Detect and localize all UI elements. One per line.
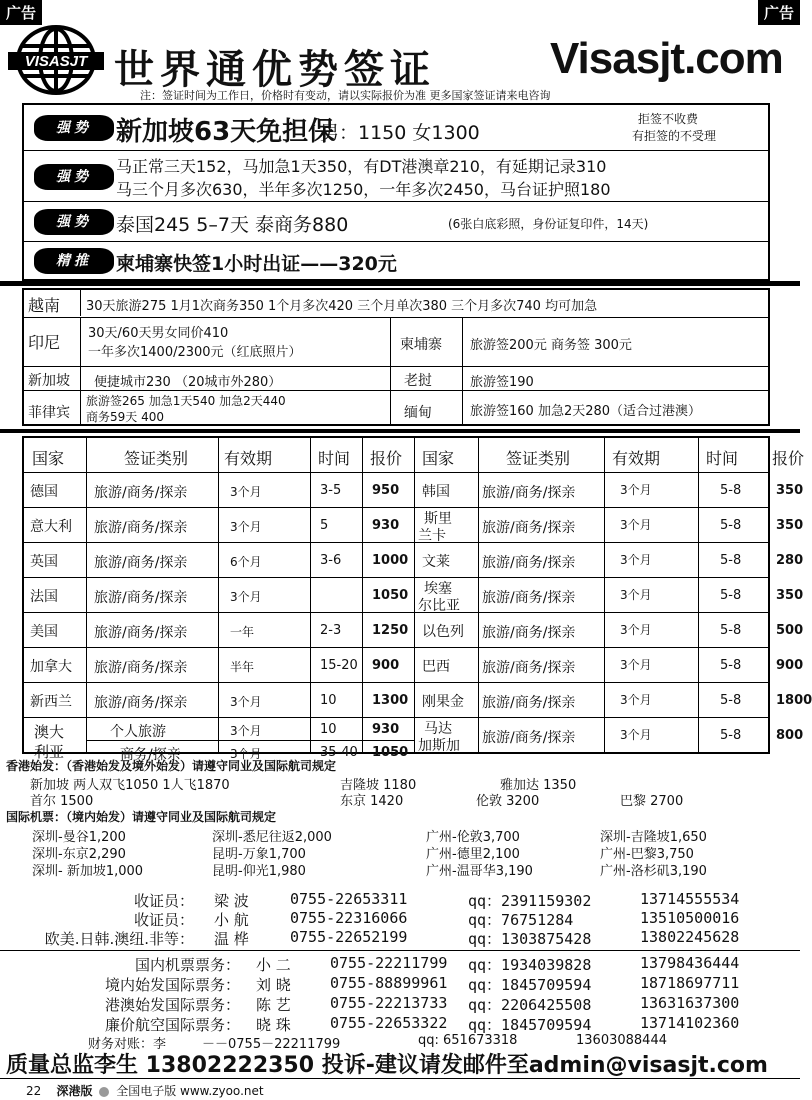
intl-flight-item: 昆明-仰光1,980 xyxy=(212,864,306,879)
country: 加拿大 xyxy=(30,659,72,675)
grid-line xyxy=(462,366,463,390)
price: 900 xyxy=(776,658,804,673)
grid-line xyxy=(0,950,800,951)
promo-main: 泰国245 5–7天 泰商务880 xyxy=(116,214,349,236)
country: 兰卡 xyxy=(418,528,446,544)
contact-phone: 0755-22653311 xyxy=(290,890,408,908)
processing-time: 5-8 xyxy=(720,588,742,603)
contact-role: 港澳始发国际票务： xyxy=(104,996,240,1014)
contact-qq: qq：1303875428 xyxy=(468,930,592,948)
table-row xyxy=(24,647,414,682)
philippines-line2: 商务59天 400 xyxy=(86,410,164,424)
contact-row xyxy=(0,928,800,948)
country: 意大利 xyxy=(30,519,72,535)
vietnam-label: 越南 xyxy=(28,296,61,315)
contact-role: 欧美.日韩.澳纽.非等： xyxy=(44,930,194,948)
cambodia-label: 柬埔寨 xyxy=(400,337,442,353)
price: 350 xyxy=(776,483,804,498)
visa-type: 旅游/商务/探亲 xyxy=(482,485,576,501)
visa-type: 旅游/商务/探亲 xyxy=(94,625,188,641)
promo-extra: 男：1150 女1300 xyxy=(320,122,480,144)
contact-phone: 0755-22316066 xyxy=(290,909,408,927)
grid-line xyxy=(24,366,768,367)
table-row xyxy=(414,577,804,614)
price: 350 xyxy=(776,588,804,603)
contact-role: 廉价航空国际票务： xyxy=(104,1016,240,1034)
visa-price-table xyxy=(22,436,812,763)
promo-row-singapore xyxy=(24,105,768,151)
processing-time: 5-8 xyxy=(720,518,742,533)
country: 以色列 xyxy=(422,624,464,640)
table-row xyxy=(414,507,804,544)
grid-line xyxy=(390,366,391,390)
country: 刚果金 xyxy=(422,694,464,710)
grid-line xyxy=(390,317,391,366)
processing-time: 15-20 xyxy=(320,658,358,673)
finance-qq: qq: 651673318 xyxy=(418,1033,518,1048)
vietnam-text: 30天旅游275 1月1次商务350 1个月多次420 三个月单次380 三个月多次740 均可加急 xyxy=(86,299,598,314)
indonesia-label: 印尼 xyxy=(28,333,61,352)
processing-time: 5-8 xyxy=(720,658,742,673)
finance-phone: －－0755－22211799 xyxy=(202,1037,341,1052)
validity: 半年 xyxy=(230,660,255,674)
table-header-0: 国家 xyxy=(32,449,65,468)
validity: 3个月 xyxy=(230,695,262,709)
contact-phone: 0755-88899961 xyxy=(330,974,448,992)
table-header-right-3: 时间 xyxy=(706,449,739,468)
hk-flights-title: 香港始发：（香港始发及境外始发）请遵守同业及国际航司规定 xyxy=(6,759,337,773)
singapore-text: 便捷城市230 （20城市外280） xyxy=(94,375,282,390)
visa-type: 旅游/商务/探亲 xyxy=(482,660,576,676)
table-row xyxy=(24,507,414,542)
contact-mobile: 13714555534 xyxy=(640,890,740,908)
price: 1300 xyxy=(372,693,409,708)
visa-type: 旅游/商务/探亲 xyxy=(94,555,188,571)
promo-line1: 马正常三天152，马加急1天350，有DT港澳章210，有延期记录310 xyxy=(116,157,607,176)
laos-label: 老挝 xyxy=(404,373,432,389)
globe-logo-icon xyxy=(8,22,104,98)
philippines-label: 菲律宾 xyxy=(28,405,70,421)
table-row xyxy=(24,612,414,647)
promo-main: 柬埔寨快签1小时出证——320元 xyxy=(116,253,397,275)
contact-row xyxy=(0,1014,800,1034)
visa-type: 旅游/商务/探亲 xyxy=(94,660,188,676)
validity: 3个月 xyxy=(230,724,262,738)
processing-time: 10 xyxy=(320,722,337,737)
promo-box xyxy=(22,103,770,281)
country-australia-2: 利亚 xyxy=(34,743,65,761)
table-row xyxy=(414,472,804,507)
country: 新西兰 xyxy=(30,694,72,710)
country: 巴西 xyxy=(422,659,450,675)
intl-flight-item: 广州-温哥华3,190 xyxy=(426,864,533,879)
myanmar-text: 旅游签160 加急2天280（适合过港澳） xyxy=(470,404,702,419)
visa-type: 旅游/商务/探亲 xyxy=(482,730,576,746)
processing-time: 2-3 xyxy=(320,623,342,638)
grid-line xyxy=(86,740,414,741)
contact-mobile: 13631637300 xyxy=(640,994,740,1012)
intl-flight-item: 广州-洛杉矶3,190 xyxy=(600,864,707,879)
price: 900 xyxy=(372,658,400,673)
price: 1050 xyxy=(372,745,409,760)
price: 1000 xyxy=(372,553,409,568)
validity: 一年 xyxy=(230,625,255,639)
promo-small1: 拒签不收费 xyxy=(638,112,699,126)
table-row xyxy=(24,542,414,577)
price: 1800 xyxy=(776,693,812,708)
finance-role: 财务对账：李 xyxy=(88,1037,167,1052)
page-footer xyxy=(26,1082,264,1099)
validity: 3个月 xyxy=(230,747,262,761)
intl-flights-title: 国际机票：（境内始发）请遵守同业及国际航司规定 xyxy=(6,810,277,824)
table-row xyxy=(24,682,414,717)
visa-type: 旅游/商务/探亲 xyxy=(482,555,576,571)
grid-line xyxy=(462,317,463,366)
country: 美国 xyxy=(30,624,58,640)
edition-icon xyxy=(99,1087,109,1097)
contact-phone: 0755-22211799 xyxy=(330,954,448,972)
contact-name: 小 航 xyxy=(214,911,249,929)
contact-role: 境内始发国际票务： xyxy=(104,976,240,994)
promo-small: (6张白底彩照，身份证复印件，14天) xyxy=(448,217,649,231)
contact-qq: qq：1934039828 xyxy=(468,956,592,974)
validity: 3个月 xyxy=(620,693,652,707)
table-header-2: 有效期 xyxy=(224,449,273,468)
validity: 3个月 xyxy=(620,623,652,637)
promo-line2: 马三个月多次630，半年多次1250，一年多次2450，马台证护照180 xyxy=(116,180,611,199)
promo-badge: 精推 xyxy=(34,248,114,274)
contact-row xyxy=(0,890,800,910)
intl-flight-item: 深圳-东京2,290 xyxy=(32,847,126,862)
visa-type: 旅游/商务/探亲 xyxy=(482,590,576,606)
contact-role: 收证员： xyxy=(133,911,194,929)
price: 800 xyxy=(776,728,804,743)
philippines-line1: 旅游签265 加急1天540 加急2天440 xyxy=(86,394,286,408)
visa-type: 旅游/商务/探亲 xyxy=(94,590,188,606)
divider xyxy=(0,1078,800,1079)
myanmar-label: 缅甸 xyxy=(404,405,432,421)
table-header-right-1: 签证类别 xyxy=(506,449,571,468)
validity: 3个月 xyxy=(620,483,652,497)
contact-row xyxy=(0,974,800,994)
country: 文莱 xyxy=(422,554,450,570)
contact-mobile: 13798436444 xyxy=(640,954,740,972)
visa-type: 旅游/商务/探亲 xyxy=(482,695,576,711)
contact-row xyxy=(0,994,800,1014)
processing-time: 3-6 xyxy=(320,553,342,568)
visa-type: 旅游/商务/探亲 xyxy=(482,625,576,641)
country: 埃塞 xyxy=(424,581,452,597)
contact-mobile: 13714102360 xyxy=(640,1014,740,1032)
hk-flight-kl: 吉隆坡 1180 xyxy=(340,778,417,793)
visa-type: 旅游/商务/探亲 xyxy=(94,520,188,536)
contact-row xyxy=(0,909,800,929)
processing-time: 5-8 xyxy=(720,483,742,498)
divider xyxy=(0,429,800,433)
promo-main: 新加坡63天免担保 xyxy=(116,117,335,147)
finance-row xyxy=(0,1033,800,1052)
table-header-right-0: 国家 xyxy=(422,449,455,468)
contact-name: 小 二 xyxy=(256,956,291,974)
footer-site: 全国电子版 www.zyoo.net xyxy=(116,1084,264,1098)
grid-line xyxy=(80,290,81,316)
price: 930 xyxy=(372,722,400,737)
validity: 3个月 xyxy=(230,590,262,604)
contact-mobile: 13802245628 xyxy=(640,928,740,946)
price: 930 xyxy=(372,518,400,533)
processing-time: 5-8 xyxy=(720,553,742,568)
hk-flight-seoul: 首尔 1500 xyxy=(30,794,94,809)
country: 斯里 xyxy=(424,511,452,527)
visa-type: 旅游/商务/探亲 xyxy=(94,695,188,711)
validity: 3个月 xyxy=(620,553,652,567)
contact-mobile: 13510500016 xyxy=(640,909,740,927)
hk-flight-tokyo: 东京 1420 xyxy=(340,794,404,809)
cambodia-text: 旅游签200元 商务签 300元 xyxy=(470,338,632,353)
hk-flight-jakarta: 雅加达 1350 xyxy=(500,778,577,793)
price: 280 xyxy=(776,553,804,568)
promo-badge: 强势 xyxy=(34,115,114,141)
grid-line xyxy=(24,717,414,718)
contact-phone: 0755-22213733 xyxy=(330,994,448,1012)
processing-time: 5 xyxy=(320,518,329,533)
grid-line xyxy=(462,390,463,424)
table-row xyxy=(24,472,414,507)
contact-name: 梁 波 xyxy=(214,892,249,910)
processing-time: 35-40 xyxy=(320,745,358,760)
country-australia-1: 澳大 xyxy=(34,723,65,741)
singapore-label: 新加坡 xyxy=(28,373,70,389)
grid-line xyxy=(390,390,391,424)
hk-flight-london: 伦敦 3200 xyxy=(476,794,540,809)
contact-qq: qq：76751284 xyxy=(468,911,574,929)
validity: 3个月 xyxy=(230,485,262,499)
ad-tag-right: 广告 xyxy=(758,0,800,25)
table-row xyxy=(414,717,804,754)
table-row xyxy=(414,647,804,682)
header xyxy=(0,18,800,102)
contact-row xyxy=(0,954,800,974)
processing-time: 5-8 xyxy=(720,623,742,638)
intl-flight-item: 深圳-吉隆坡1,650 xyxy=(600,830,707,845)
laos-text: 旅游签190 xyxy=(470,375,534,390)
indonesia-line2: 一年多次1400/2300元（红底照片） xyxy=(88,345,302,360)
intl-flight-item: 昆明-万象1,700 xyxy=(212,847,306,862)
table-header-right-4: 报价 xyxy=(772,449,805,468)
contact-qq: qq：1845709594 xyxy=(468,1016,592,1034)
contact-name: 陈 艺 xyxy=(256,996,291,1014)
table-row xyxy=(24,577,414,612)
intl-flight-item: 深圳-曼谷1,200 xyxy=(32,830,126,845)
validity: 3个月 xyxy=(620,588,652,602)
contact-phone: 0755-22652199 xyxy=(290,928,408,946)
grid-line xyxy=(80,317,81,366)
site-name: Visasjt.com xyxy=(550,34,783,83)
table-row xyxy=(414,682,812,717)
country: 加斯加 xyxy=(418,738,460,754)
finance-mobile: 13603088444 xyxy=(576,1033,667,1048)
grid-line xyxy=(24,317,768,318)
indonesia-line1: 30天/60天男女同价410 xyxy=(88,326,229,341)
divider xyxy=(0,281,800,286)
intl-flight-item: 广州-德里2,100 xyxy=(426,847,520,862)
price: 350 xyxy=(776,518,804,533)
contact-name: 刘 晓 xyxy=(256,976,291,994)
country: 马达 xyxy=(424,721,452,737)
country: 韩国 xyxy=(422,484,450,500)
grid-line xyxy=(80,366,81,390)
validity: 3个月 xyxy=(620,728,652,742)
contact-qq: qq：2206425508 xyxy=(468,996,592,1014)
country: 法国 xyxy=(30,589,58,605)
contact-role: 国内机票票务： xyxy=(134,956,240,974)
edition-label: 深港版 xyxy=(56,1084,93,1098)
intl-flight-item: 广州-巴黎3,750 xyxy=(600,847,694,862)
table-header-3: 时间 xyxy=(318,449,351,468)
page-number: 22 xyxy=(26,1084,42,1098)
promo-row-cambodia xyxy=(24,242,768,279)
promo-row-thailand xyxy=(24,202,768,242)
contact-mobile: 18718697711 xyxy=(640,974,740,992)
country: 尔比亚 xyxy=(418,598,460,614)
hk-flight-singapore: 新加坡 两人双飞1050 1人飞1870 xyxy=(30,778,230,793)
complaint-line: 质量总监李生 13802222350 投诉-建议请发邮件至admin@visasjt.com xyxy=(6,1053,768,1078)
price: 500 xyxy=(776,623,804,638)
contact-phone: 0755-22653322 xyxy=(330,1014,448,1032)
promo-badge: 强势 xyxy=(34,164,114,190)
table-row xyxy=(414,612,804,647)
grid-line xyxy=(80,390,81,424)
processing-time: 3-5 xyxy=(320,483,342,498)
country: 德国 xyxy=(30,484,58,500)
processing-time: 5-8 xyxy=(720,728,742,743)
table-row xyxy=(414,542,804,577)
contact-qq: qq：1845709594 xyxy=(468,976,592,994)
header-note: 注：签证时间为工作日，价格时有变动，请以实际报价为准 更多国家签证请来电咨询 xyxy=(140,89,551,102)
page-title: 世界通优势签证 xyxy=(114,46,436,93)
visa-type: 旅游/商务/探亲 xyxy=(94,485,188,501)
contact-name: 晓 珠 xyxy=(256,1016,291,1034)
promo-row-malaysia xyxy=(24,151,768,202)
visa-type: 旅游/商务/探亲 xyxy=(482,520,576,536)
visa-type: 商务/探亲 xyxy=(120,747,181,763)
contact-role: 收证员： xyxy=(133,892,194,910)
visa-type: 个人旅游 xyxy=(110,724,166,740)
intl-flight-item: 深圳- 新加坡1,000 xyxy=(32,864,144,879)
ad-tag-left: 广告 xyxy=(0,0,42,25)
intl-flight-item: 深圳-悉尼往返2,000 xyxy=(212,830,332,845)
country: 英国 xyxy=(30,554,58,570)
table-header-right-2: 有效期 xyxy=(612,449,661,468)
price: 950 xyxy=(372,483,400,498)
validity: 6个月 xyxy=(230,555,262,569)
grid-line xyxy=(24,390,768,391)
processing-time: 10 xyxy=(320,693,337,708)
intl-flight-item: 广州-伦敦3,700 xyxy=(426,830,520,845)
price: 1250 xyxy=(372,623,409,638)
asia-visa-box xyxy=(22,288,770,426)
processing-time: 5-8 xyxy=(720,693,742,708)
validity: 3个月 xyxy=(230,520,262,534)
price: 1050 xyxy=(372,588,409,603)
validity: 3个月 xyxy=(620,658,652,672)
promo-small2: 有拒签的不受理 xyxy=(632,129,717,143)
contact-name: 温 桦 xyxy=(214,930,249,948)
promo-badge: 强势 xyxy=(34,209,114,235)
hk-flight-paris: 巴黎 2700 xyxy=(620,794,684,809)
validity: 3个月 xyxy=(620,518,652,532)
contact-qq: qq：2391159302 xyxy=(468,892,592,910)
table-header-4: 报价 xyxy=(370,449,403,468)
logo-text: VISASJT xyxy=(24,53,88,70)
table-header-1: 签证类别 xyxy=(124,449,189,468)
